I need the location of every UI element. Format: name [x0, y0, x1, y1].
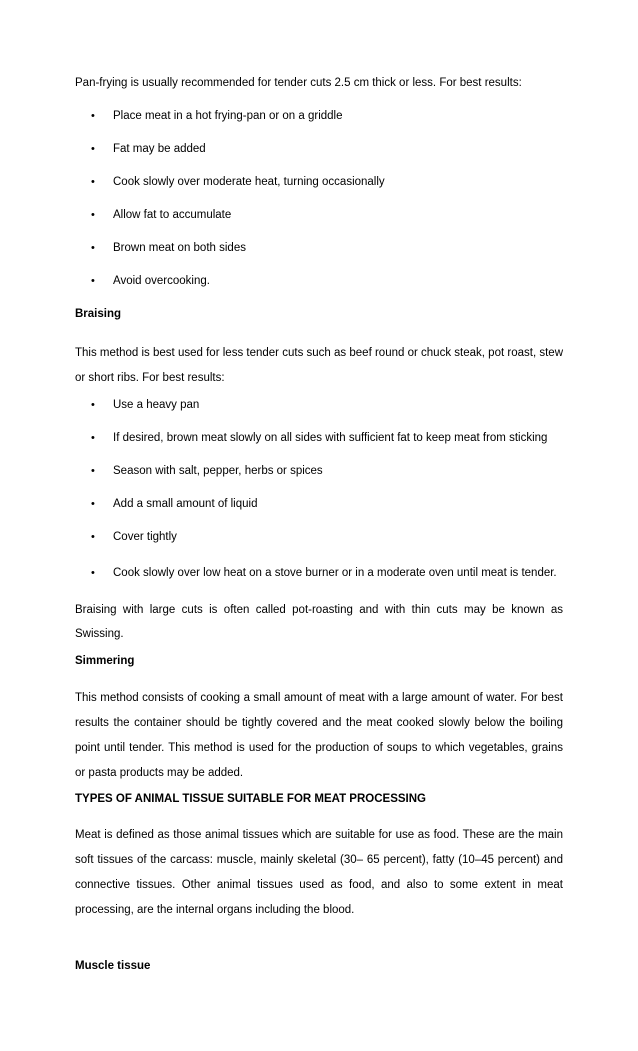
list-item: • Season with salt, pepper, herbs or spices [91, 465, 323, 477]
list-item: • Allow fat to accumulate [91, 209, 232, 221]
bullet-icon: • [91, 432, 95, 444]
list-item: • Avoid overcooking. [91, 275, 210, 287]
bullet-icon: • [91, 209, 95, 221]
types-paragraph: Meat is defined as those animal tissues which are suitable for use as food. These are the main soft tissues of the carcass: muscle, mainly skeletal (30– 65 percent), fatty (10–45 percent) and connective tissues. Other animal tissues used as food, and also to some extent in meat processing, are the internal organs including the blood. [75, 829, 563, 916]
intro-paragraph: Pan-frying is usually recommended for tender cuts 2.5 cm thick or less. For best results: [75, 77, 522, 89]
bullet-icon: • [91, 110, 95, 122]
list-item: • Cook slowly over moderate heat, turning occasionally [91, 176, 385, 188]
bullet-icon: • [91, 498, 95, 510]
muscle-tissue-heading: Muscle tissue [75, 960, 151, 972]
bullet-icon: • [91, 143, 95, 155]
braising-note: Braising with large cuts is often called pot-roasting and with thin cuts may be known as Swissing. [75, 604, 563, 640]
list-item: • Add a small amount of liquid [91, 498, 258, 510]
bullet-icon: • [91, 567, 95, 579]
bullet-icon: • [91, 531, 95, 543]
list-item: • Cover tightly [91, 531, 177, 543]
bullet-icon: • [91, 242, 95, 254]
types-heading: TYPES OF ANIMAL TISSUE SUITABLE FOR MEAT PROCESSING [75, 793, 426, 805]
bullet-icon: • [91, 176, 95, 188]
braising-heading: Braising [75, 308, 122, 320]
bullet-icon: • [91, 465, 95, 477]
bullet-icon: • [91, 275, 95, 287]
list-item: • Use a heavy pan [91, 399, 200, 411]
simmering-paragraph: This method consists of cooking a small amount of meat with a large amount of water. For best results the container should be tightly covered and the meat cooked slowly below the boiling point until tender. This method is used for the production of soups to which vegetables, grains or pasta products may be added. [75, 692, 563, 779]
list-item: • Cook slowly over low heat on a stove burner or in a moderate oven until meat is tender. [91, 567, 557, 579]
list-item: • Brown meat on both sides [91, 242, 246, 254]
list-item: • Fat may be added [91, 143, 206, 155]
simmering-heading: Simmering [75, 655, 135, 667]
braising-paragraph: This method is best used for less tender cuts such as beef round or chuck steak, pot roast, stew or short ribs. For best results: [75, 347, 563, 384]
list-item: • Place meat in a hot frying-pan or on a griddle [91, 110, 343, 122]
list-item: • If desired, brown meat slowly on all sides with sufficient fat to keep meat from sticking [91, 432, 548, 444]
bullet-icon: • [91, 399, 95, 411]
